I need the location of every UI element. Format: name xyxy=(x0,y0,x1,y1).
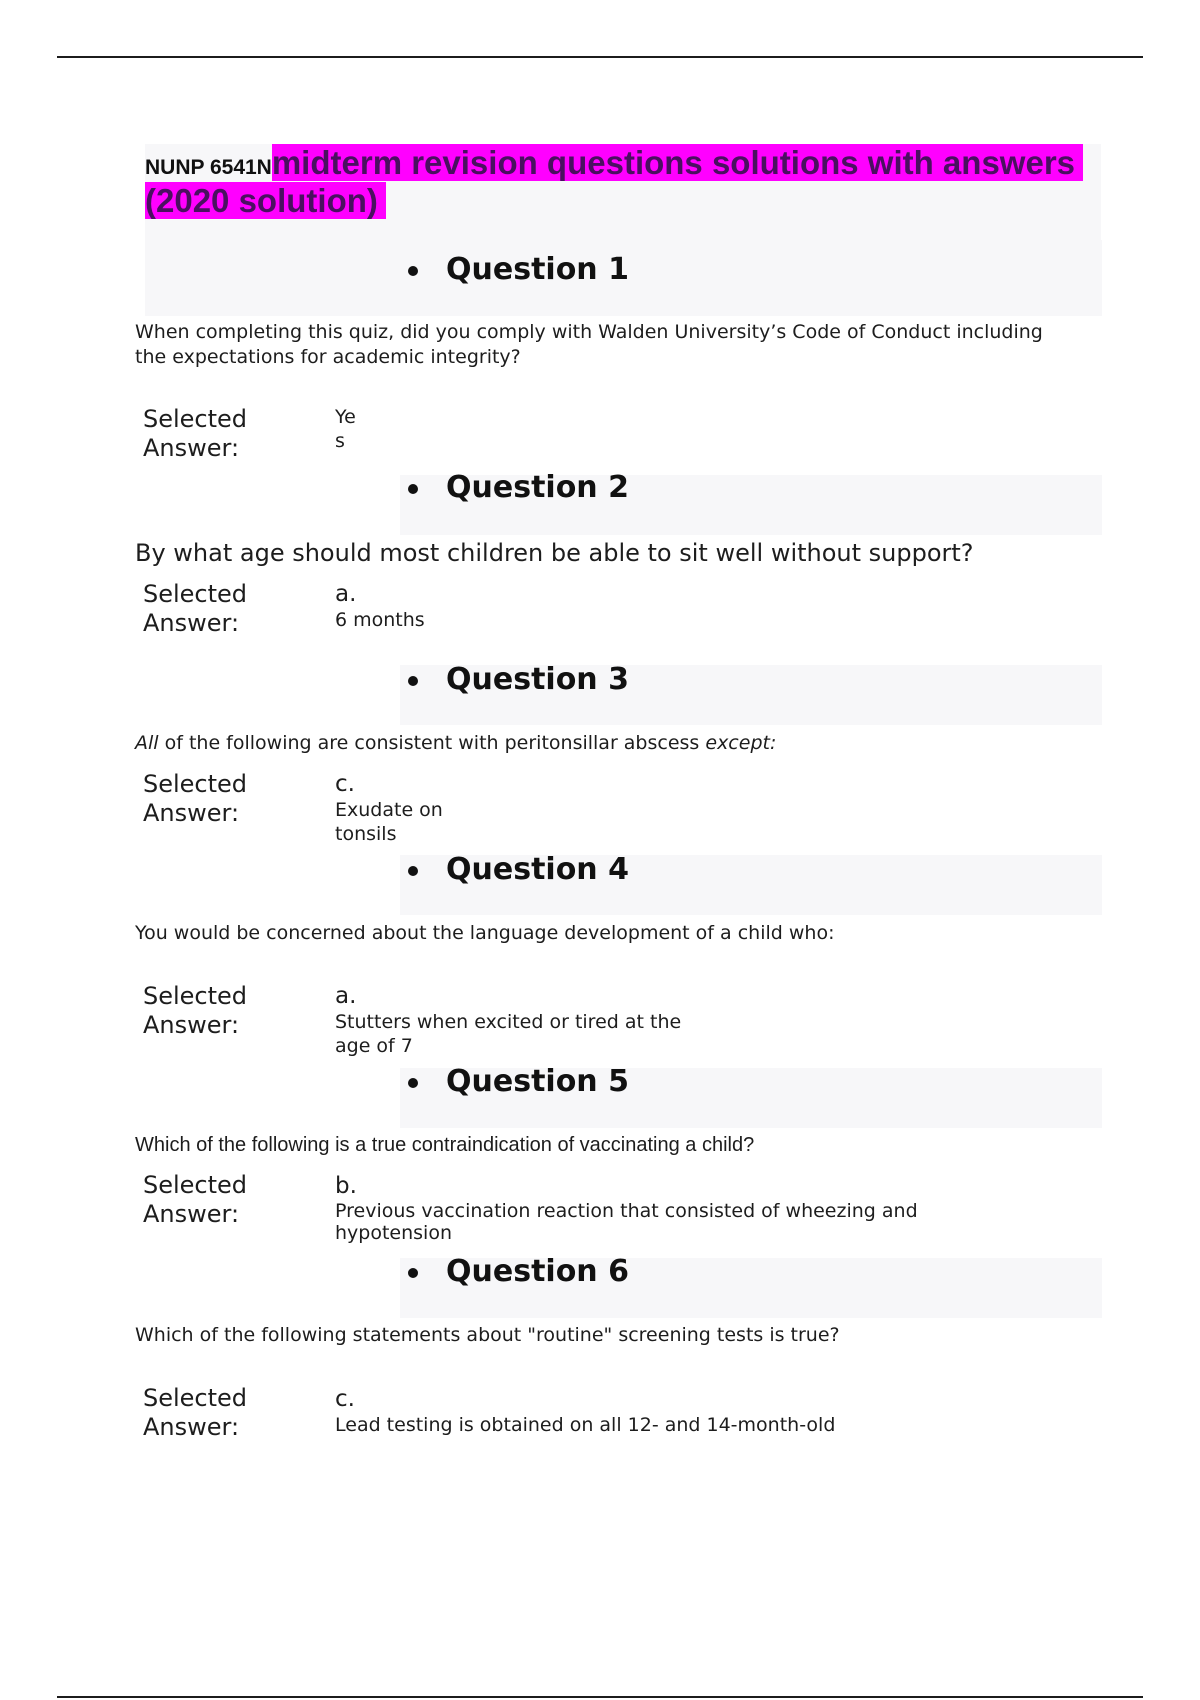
question-4-answer-text: Stutters when excited or tired at the age of 7 xyxy=(335,1011,682,1057)
question-6-answer xyxy=(335,1386,1055,1437)
bullet-icon xyxy=(408,266,418,276)
question-3-answer-letter: c. xyxy=(335,771,355,797)
question-4-answer xyxy=(335,983,715,1058)
question-6-heading: Question 6 xyxy=(408,1254,629,1289)
question-2-heading: Question 2 xyxy=(408,470,629,505)
question-3-heading: Question 3 xyxy=(408,662,629,697)
question-3-selected-label: Selected Answer: xyxy=(143,770,248,827)
question-1-answer xyxy=(335,405,363,453)
question-3-prompt: All of the following are consistent with peritonsillar abscess except: xyxy=(135,732,777,754)
question-1-heading: Question 1 xyxy=(408,252,629,287)
title-highlight: midterm revision questions solutions with answers (2020 solution) xyxy=(145,144,1083,219)
question-5-answer-text: Previous vaccination reaction that consisted of wheezing and hypotension xyxy=(335,1200,918,1244)
question-1-selected-label: Selected Answer: xyxy=(143,405,248,462)
question-2-answer-text: 6 months xyxy=(335,609,425,631)
question-4-selected-label: Selected Answer: xyxy=(143,982,248,1039)
question-2-answer xyxy=(335,581,435,632)
question-6-selected-label: Selected Answer: xyxy=(143,1384,248,1441)
question-3-answer xyxy=(335,771,465,846)
question-5-answer-letter: b. xyxy=(335,1173,357,1199)
top-rule xyxy=(57,56,1143,58)
question-2-answer-letter: a. xyxy=(335,581,357,607)
bullet-icon xyxy=(408,866,418,876)
question-5-heading: Question 5 xyxy=(408,1064,629,1099)
question-2-prompt: By what age should most children be able to sit well without support? xyxy=(135,539,974,567)
bullet-icon xyxy=(408,484,418,494)
bullet-icon xyxy=(408,1078,418,1088)
question-3-answer-text: Exudate on tonsils xyxy=(335,799,443,845)
bullet-icon xyxy=(408,1268,418,1278)
question-1-answer-text: Yes xyxy=(335,406,356,452)
question-6-answer-letter: c. xyxy=(335,1386,355,1412)
bullet-icon xyxy=(408,676,418,686)
question-4-answer-letter: a. xyxy=(335,983,357,1009)
question-5-answer xyxy=(335,1173,975,1244)
question-6-answer-text: Lead testing is obtained on all 12- and 14-month-old xyxy=(335,1414,836,1436)
question-6-prompt: Which of the following statements about "routine" screening tests is true? xyxy=(135,1324,840,1346)
question-2-selected-label: Selected Answer: xyxy=(143,580,248,637)
question-1-prompt: When completing this quiz, did you comply with Walden University’s Code of Conduct including the expectations for academic integrity? xyxy=(135,321,1043,368)
document-title xyxy=(145,144,1105,220)
question-4-heading: Question 4 xyxy=(408,852,629,887)
bottom-rule xyxy=(57,1696,1143,1698)
question-5-prompt: Which of the following is a true contraindication of vaccinating a child? xyxy=(135,1134,755,1156)
question-4-prompt: You would be concerned about the language development of a child who: xyxy=(135,922,835,944)
question-5-selected-label: Selected Answer: xyxy=(143,1171,248,1228)
course-code: NUNP 6541N xyxy=(145,156,272,179)
